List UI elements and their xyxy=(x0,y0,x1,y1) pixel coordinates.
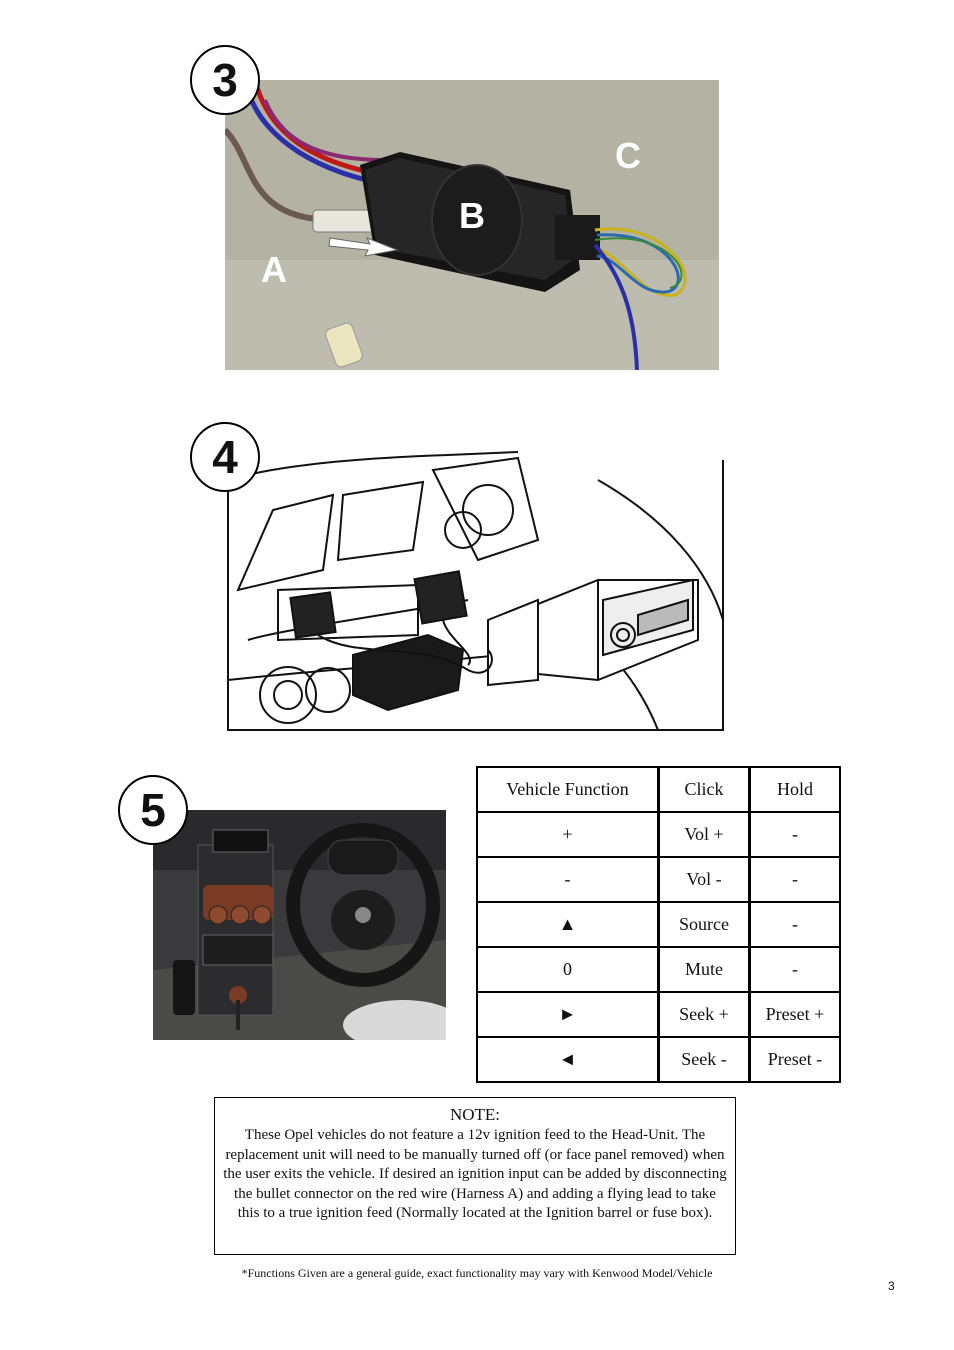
hold-cell: - xyxy=(751,858,841,903)
interface-module-photo xyxy=(225,80,719,370)
function-cell: ◄ xyxy=(478,1038,660,1083)
footnote: *Functions Given are a general guide, exact functionality may vary with Kenwood Model/Vehicle xyxy=(241,1266,713,1280)
table-row xyxy=(478,1038,841,1083)
function-table xyxy=(476,766,841,1083)
table-row xyxy=(478,813,841,858)
label-c: C xyxy=(615,135,641,176)
click-cell: Vol - xyxy=(660,858,751,903)
function-cell: ► xyxy=(478,993,660,1038)
header-click: Click xyxy=(660,768,751,813)
step-4-badge: 4 xyxy=(190,422,260,492)
hold-cell: - xyxy=(751,813,841,858)
table-row xyxy=(478,993,841,1038)
table-row xyxy=(478,903,841,948)
hold-cell: Preset + xyxy=(751,993,841,1038)
hold-cell: - xyxy=(751,903,841,948)
step-5-badge: 5 xyxy=(118,775,188,845)
click-cell: Mute xyxy=(660,948,751,993)
header-vehicle-function: Vehicle Function xyxy=(478,768,660,813)
note-text: These Opel vehicles do not feature a 12v ignition feed to the Head-Unit. The replacement unit will need to be manually turned off (or face panel removed) when the user exits the vehicle. If desired an ignition input can be added by disconnecting the bullet connector on the red wire (Harness A) and adding a flying lead to take this to a true ignition feed (Normally located at the Ignition barrel or fuse box). xyxy=(223,1127,727,1221)
click-cell: Seek + xyxy=(660,993,751,1038)
hold-cell: Preset - xyxy=(751,1038,841,1083)
note-title: NOTE: xyxy=(449,1105,501,1124)
function-cell: - xyxy=(478,858,660,903)
function-cell: + xyxy=(478,813,660,858)
header-hold: Hold xyxy=(751,768,841,813)
table-row xyxy=(478,858,841,903)
table-row xyxy=(478,948,841,993)
note-box xyxy=(214,1097,736,1255)
label-a: A xyxy=(261,249,287,290)
function-cell: 0 xyxy=(478,948,660,993)
label-b: B xyxy=(459,195,485,236)
function-cell: ▲ xyxy=(478,903,660,948)
hold-cell: - xyxy=(751,948,841,993)
vehicle-interior-photo xyxy=(153,810,446,1040)
click-cell: Seek - xyxy=(660,1038,751,1083)
step-3-badge: 3 xyxy=(190,45,260,115)
page-number: 3 xyxy=(888,1279,895,1293)
click-cell: Vol + xyxy=(660,813,751,858)
table-header-row xyxy=(478,768,841,813)
dashboard-installation-drawing xyxy=(218,440,733,738)
click-cell: Source xyxy=(660,903,751,948)
